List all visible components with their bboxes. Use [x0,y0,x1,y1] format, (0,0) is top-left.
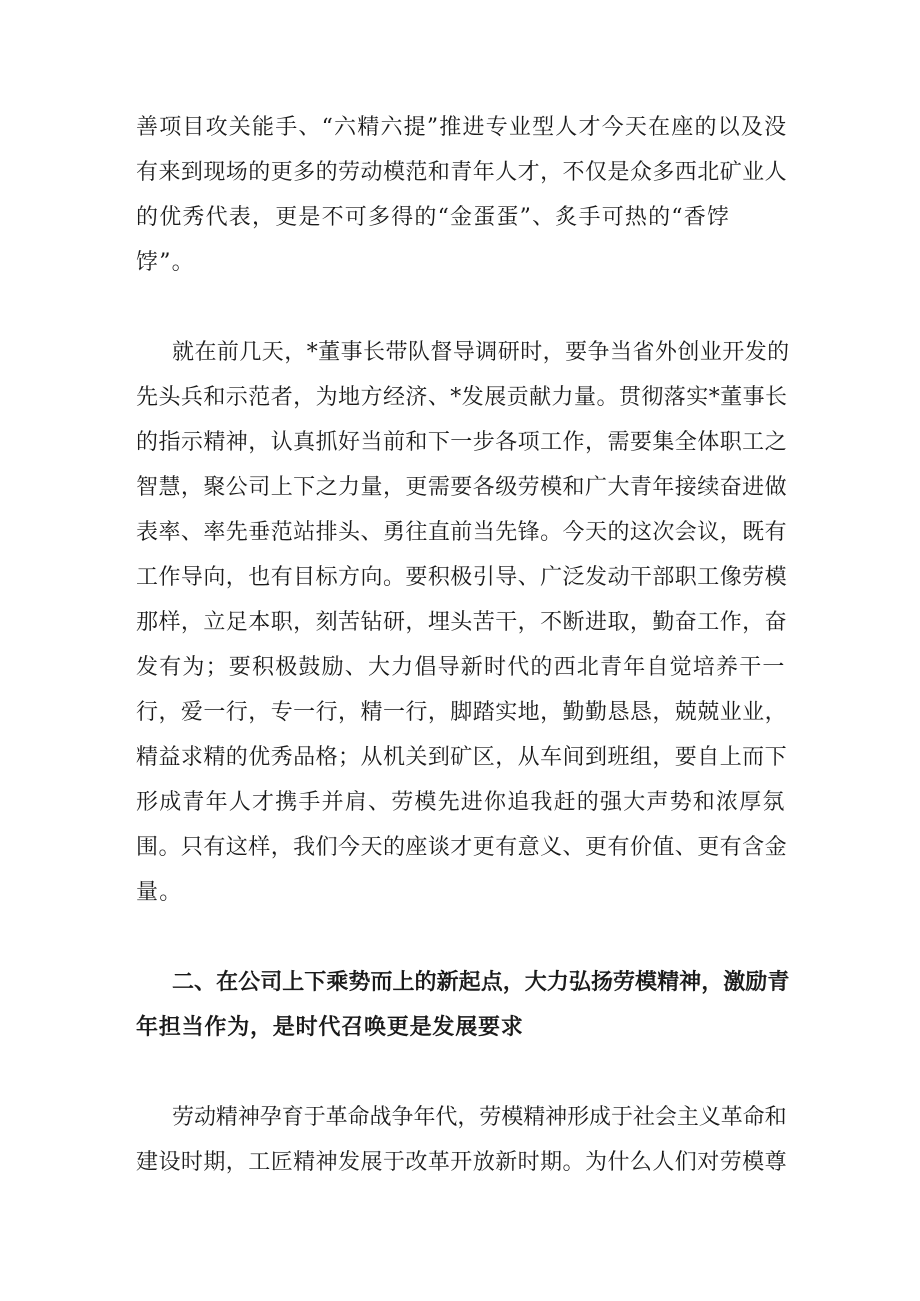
paragraph-line: 饽”。 [136,250,195,275]
paragraph-line: 就在前几天，*董事长带队督导调研时，要争当省外创业开发的 [172,340,790,365]
paragraph-line: 先头兵和示范者，为地方经济、*发展贡献力量。贯彻落实*董事长 [136,385,788,410]
paragraph-line: 那样，立足本职，刻苦钻研，埋头苦干，不断进取，勤奋工作，奋 [136,610,788,635]
paragraph-line: 量。 [136,880,183,905]
heading-line: 二、在公司上下乘势而上的新起点，大力弘扬劳模精神，激励青 [172,970,790,995]
paragraph-line: 发有为；要积极鼓励、大力倡导新时代的西北青年自觉培养干一 [136,655,786,680]
paragraph-line: 工作导向，也有目标方向。要积极引导、广泛发动干部职工像劳模 [136,565,788,590]
paragraph-line: 善项目攻关能手、“六精六提”推进专业型人才今天在座的以及没 [136,115,788,140]
paragraph-line: 的优秀代表，更是不可多得的“金蛋蛋”、炙手可热的“香饽 [136,205,731,230]
heading-line: 年担当作为，是时代召唤更是发展要求 [136,1015,524,1040]
paragraph-line: 有来到现场的更多的劳动模范和青年人才，不仅是众多西北矿业人 [136,160,788,185]
paragraph-line: 精益求精的优秀品格；从机关到矿区，从车间到班组，要自上而下 [136,745,788,770]
paragraph-line: 围。只有这样，我们今天的座谈才更有意义、更有价值、更有含金 [136,835,788,860]
paragraph-line: 形成青年人才携手并肩、劳模先进你追我赶的强大声势和浓厚氛 [136,790,786,815]
paragraph-line: 智慧，聚公司上下之力量，更需要各级劳模和广大青年接续奋进做 [136,475,788,500]
paragraph-line: 建设时期，工匠精神发展于改革开放新时期。为什么人们对劳模尊 [136,1150,788,1175]
paragraph-line: 的指示精神，认真抓好当前和下一步各项工作，需要集全体职工之 [136,430,788,455]
paragraph-line: 行，爱一行，专一行，精一行，脚踏实地，勤勤恳恳，兢兢业业， [136,700,788,725]
paragraph-line: 表率、率先垂范站排头、勇往直前当先锋。今天的这次会议，既有 [136,520,788,545]
paragraph-line: 劳动精神孕育于革命战争年代，劳模精神形成于社会主义革命和 [172,1105,787,1130]
